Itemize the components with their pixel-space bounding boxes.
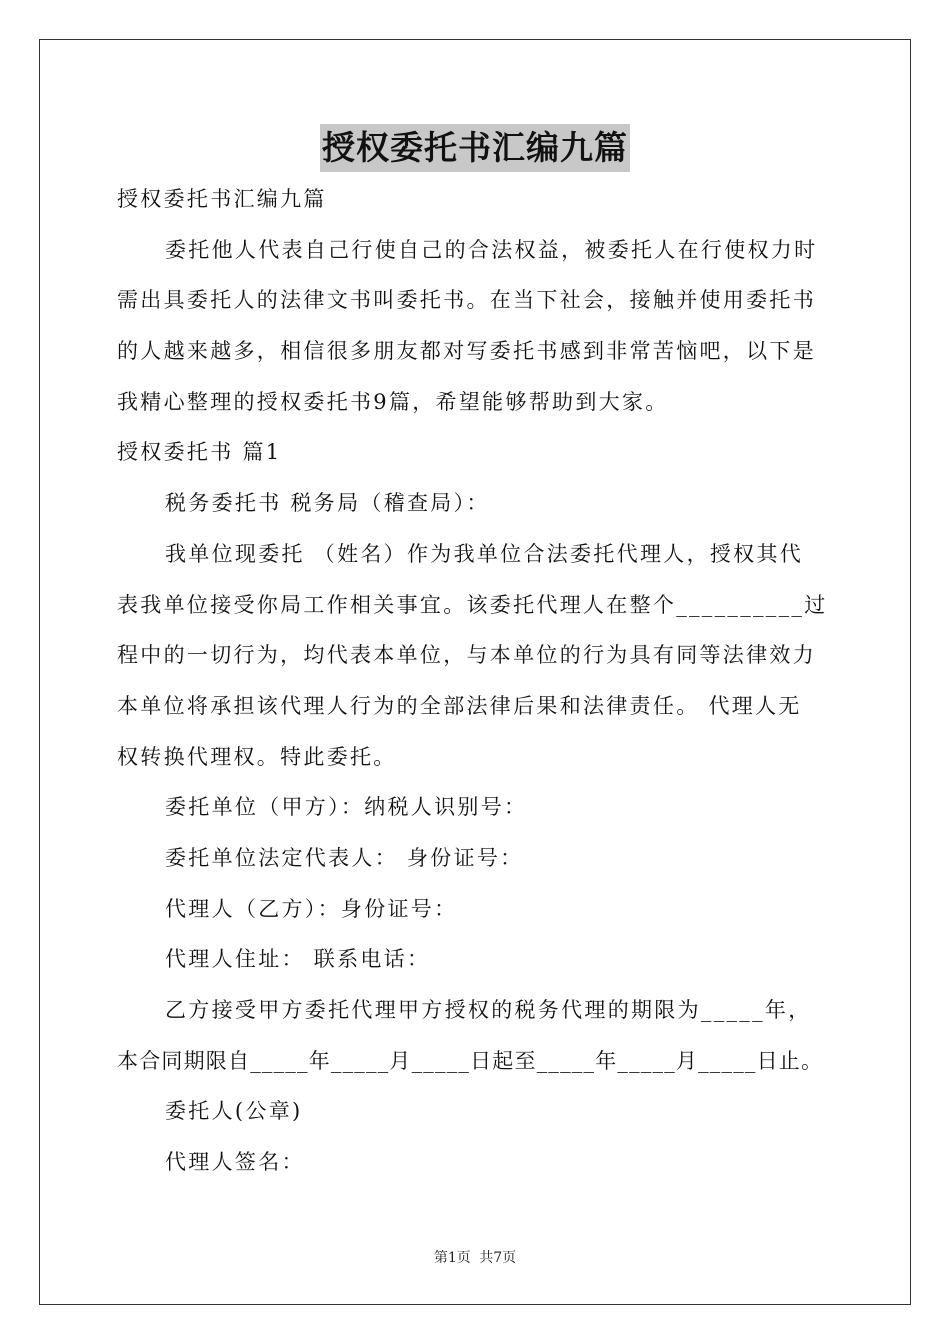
intro-line-1: 委托他人代表自己行使自己的合法权益，被委托人在行使权力时 xyxy=(165,237,818,262)
body-line-5: 权转换代理权。特此委托。 xyxy=(117,744,397,769)
document-body xyxy=(117,174,837,1188)
agent-signature-line: 代理人签名： xyxy=(165,1150,305,1175)
principal-seal-line: 委托人(公章) xyxy=(165,1099,303,1124)
field-principal-unit: 委托单位（甲方）：纳税人识别号： xyxy=(165,795,528,820)
body-line-4: 本单位将承担该代理人行为的全部法律后果和法律责任。 代理人无 xyxy=(117,693,802,718)
term-line-1: 乙方接受甲方委托代理甲方授权的税务代理的期限为_____年， xyxy=(165,998,812,1022)
document-title: 授权委托书汇编九篇 xyxy=(320,124,630,172)
body-line-3: 程中的一切行为，均代表本单位，与本单位的行为具有同等法律效力 xyxy=(117,643,816,668)
addressee-line: 税务委托书 税务局（稽查局）： xyxy=(165,491,490,516)
field-legal-rep: 委托单位法定代表人： 身份证号： xyxy=(165,845,524,870)
section-heading: 授权委托书 篇1 xyxy=(117,440,282,465)
body-line-2: 表我单位接受你局工作相关事宜。该委托代理人在整个__________过 xyxy=(117,592,828,617)
term-line-2: 本合同期限自_____年_____月_____日起至_____年_____月_____日止。 xyxy=(117,1048,824,1073)
body-line-1: 我单位现委托 （姓名）作为我单位合法委托代理人，授权其代 xyxy=(165,541,804,566)
title-container xyxy=(0,124,950,172)
subtitle-line: 授权委托书汇编九篇 xyxy=(117,187,327,211)
page-number: 第1页 共7页 xyxy=(433,1250,517,1266)
intro-line-4: 我精心整理的授权委托书9篇，希望能够帮助到大家。 xyxy=(117,389,669,414)
intro-line-3: 的人越来越多，相信很多朋友都对写委托书感到非常苦恼吧，以下是 xyxy=(117,339,816,364)
intro-line-2: 需出具委托人的法律文书叫委托书。在当下社会，接触并使用委托书 xyxy=(117,288,816,313)
field-agent: 代理人（乙方）：身份证号： xyxy=(165,896,458,921)
field-agent-address: 代理人住址： 联系电话： xyxy=(165,947,431,972)
